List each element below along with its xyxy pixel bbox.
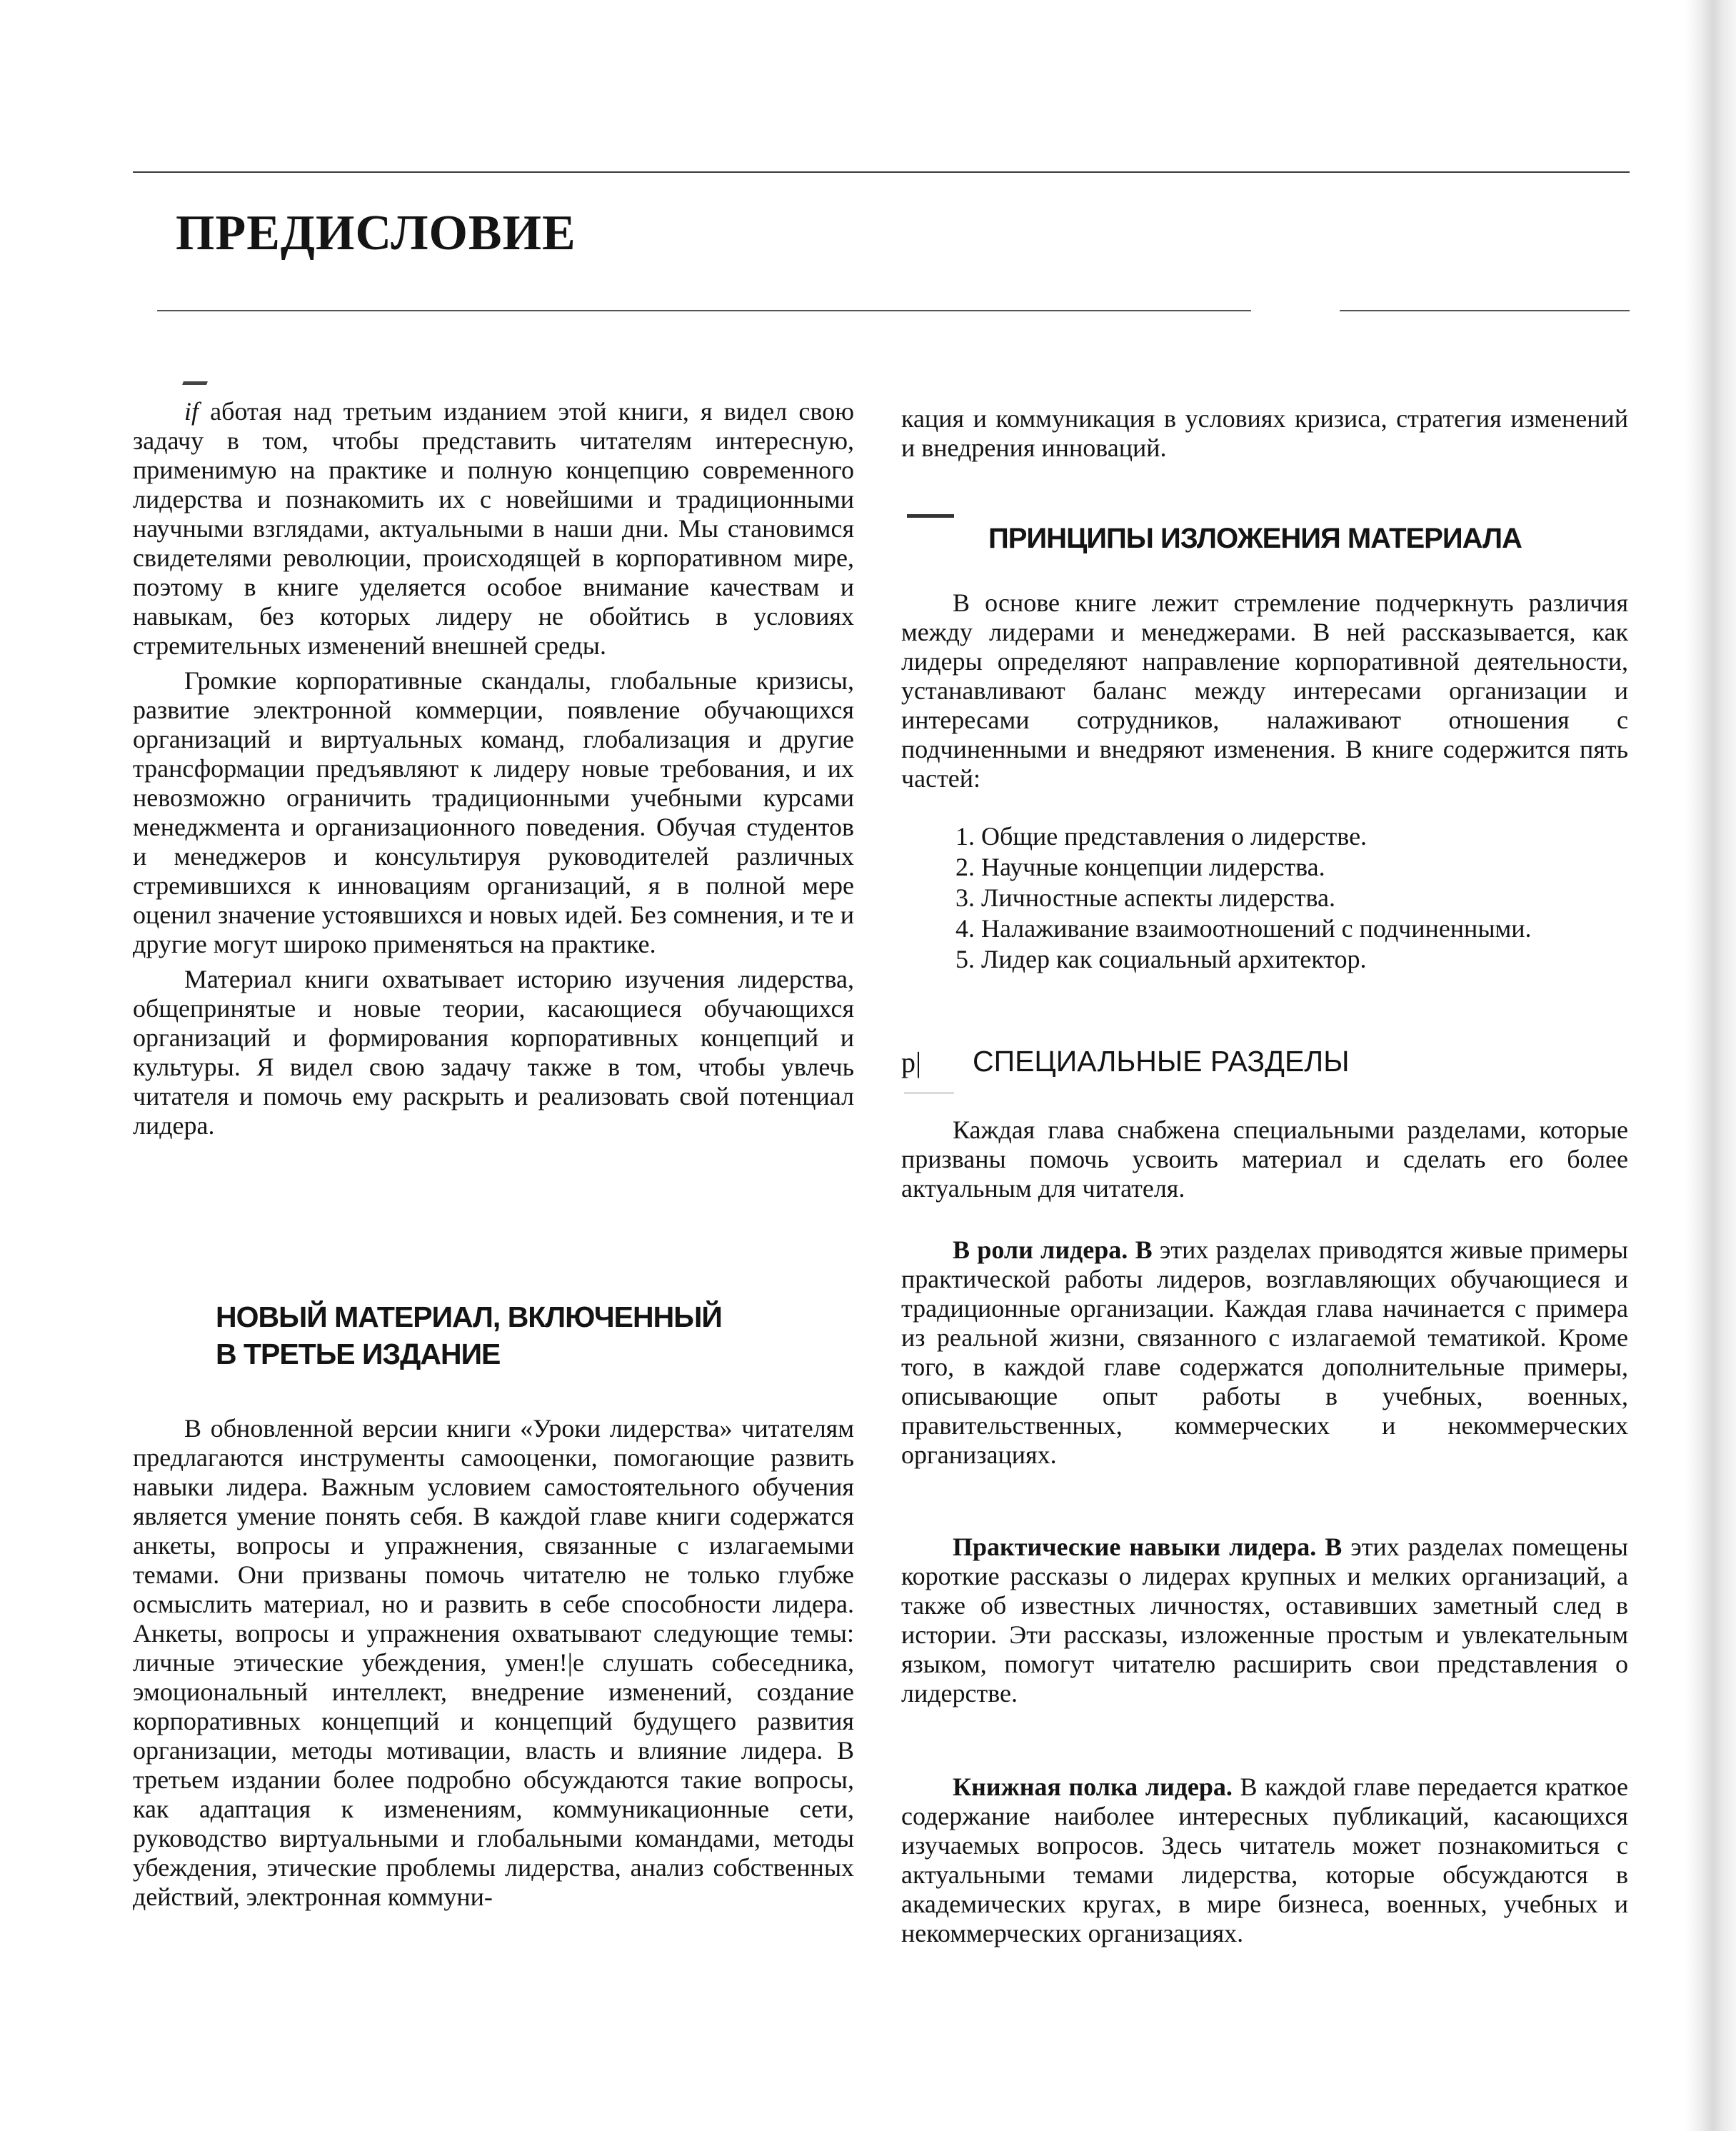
new-material-heading-line1: НОВЫЙ МАТЕРИАЛ, ВКЛЮЧЕННЫЙ — [216, 1300, 722, 1333]
new-material-heading — [216, 1298, 858, 1373]
list-item: 1. Общие представления о лидерстве. — [955, 822, 1368, 851]
intro-paragraph-3: Материал книги охватывает историю изучения лидерства, общепринятые и новые теории, касающиеся обучающихся организаций и формирования корпоративных концепций и культуры. Я видел свою задачу также в том, чтобы увлечь читателя и помочь ему раскрыть и реализовать свой потенциал лидера. — [133, 965, 854, 1140]
special-sections-heading: СПЕЦИАЛЬНЫЕ РАЗДЕЛЫ — [973, 1045, 1350, 1078]
page-edge-shadow — [1685, 0, 1736, 2131]
new-material-paragraph: В обновленной версии книги «Уроки лидерства» читателям предлагаются инструменты самооценки, помогающие развить навыки лидера. Важным условием самостоятельного обучения является умение понять себя. В каждой главе книги содержатся анкеты, вопросы и упражнения, связанные с излагаемыми темами. Они призваны помочь читателю не только глубже осмыслить материал, но и развить в себе способности лидера. Анкеты, вопросы и упражнения охватывают следующие темы: личные этические убеждения, умен!|е слушать собеседника, эмоциональный интеллект, внедрение изменений, создание корпоративных концепций и концепций будущего развития организации, методы мотивации, власть и влияние лидера. В третьем издании более подробно обсуждаются такие вопросы, как адаптация к изменениям, коммуникационные сети, руководство виртуальными и глобальными командами, методы убеждения, этические проблемы лидерства, анализ собственных действий, электронная коммуни- — [133, 1414, 854, 1911]
left-column-new-material — [133, 1414, 854, 1912]
continuation-paragraph: кация и коммуникация в условиях кризиса, стратегия изменений и внедрения инноваций. — [901, 404, 1628, 462]
shelf-text: В каждой главе передается краткое содержание наиболее интересных публикаций, касающихся изучаемых вопросов. Здесь читатель может познакомиться с актуальными темами лидерства, которые обсуждаются в академических кругах, в мире бизнеса, военных, учебных и некоммерческих организациях. — [901, 1773, 1628, 1947]
section-dash-mark — [907, 514, 954, 518]
scan-artifact-mark — [182, 381, 208, 385]
list-item: 4. Налаживание взаимоотношений с подчиненными. — [955, 914, 1532, 943]
intro-paragraph-2: Громкие корпоративные скандалы, глобальные кризисы, развитие электронной коммерции, появление обучающихся организаций и виртуальных команд, глобализация и другие трансформации предъявляют к лидеру новые требования, и их невозможно ограничить традиционными учебными курсами менеджмента и организационного поведения. Обучая студентов и менеджеров и консультируя руководителей различных стремившихся к инновациям организаций, я в полной мере оценил значение устоявшихся и новых идей. Без сомнения, и те и другие могут широко применяться на практике. — [133, 666, 854, 958]
role-paragraph — [901, 1235, 1628, 1470]
parts-list — [955, 821, 1634, 975]
shelf-paragraph — [901, 1773, 1628, 1948]
new-material-heading-line2: В ТРЕТЬЕ ИЗДАНИЕ — [216, 1338, 501, 1370]
right-column-shelf — [901, 1773, 1628, 1948]
title-underline-left — [157, 310, 1251, 311]
page-title: ПРЕДИСЛОВИЕ — [176, 206, 576, 261]
special-paragraph: Каждая глава снабжена специальными разделами, которые призваны помочь усвоить материал и сделать его более актуальным для читателя. — [901, 1115, 1628, 1203]
top-rule — [133, 171, 1630, 173]
skills-text: этих разделах помещены короткие рассказы о лидерах крупных и мелких организаций, а также об известных личностях, оставивших заметный след в истории. Эти рассказы, изложенные простым и увлекательным языком, помогут читателю расширить свои представления о лидерстве. — [901, 1533, 1628, 1708]
drop-cap: if — [184, 397, 199, 426]
right-column-skills — [901, 1533, 1628, 1708]
right-column-role — [901, 1235, 1628, 1470]
shelf-lead: Книжная полка лидера. — [953, 1773, 1233, 1801]
title-underline-right — [1340, 310, 1630, 311]
right-column-special — [901, 1115, 1628, 1203]
intro-paragraph-1 — [133, 397, 854, 661]
principles-heading: ПРИНЦИПЫ ИЗЛОЖЕНИЯ МАТЕРИАЛА — [988, 523, 1522, 554]
skills-paragraph — [901, 1533, 1628, 1708]
list-item: 5. Лидер как социальный архитектор. — [955, 945, 1367, 973]
role-text: этих разделах приводятся живые примеры практической работы лидеров, возглавляющих обучающиеся и традиционные организации. Каждая глава начинается с примера из реальной жизни, связанного с излагаемой тематикой. Кроме того, в каждой главе содержатся дополнительные примеры, описывающие опыт работы в учебных, военных, правительственных, коммерческих и некоммерческих организациях. — [901, 1235, 1628, 1469]
skills-lead: Практические навыки лидера. В — [953, 1533, 1343, 1561]
list-item: 3. Личностные аспекты лидерства. — [955, 883, 1335, 912]
right-column-principles — [901, 588, 1628, 793]
list-item: 2. Научные концепции лидерства. — [955, 853, 1325, 881]
role-lead: В роли лидера. В — [953, 1235, 1153, 1264]
principles-paragraph: В основе книге лежит стремление подчеркнуть различия между лидерами и менеджерами. В ней рассказывается, как лидеры определяют направление корпоративной деятельности, устанавливают баланс между интересами организации и интересами сотрудников, налаживают отношения с подчиненными и внедряют изменения. В книге содержится пять частей: — [901, 588, 1628, 793]
intro-paragraph-1-text: аботая над третьим изданием этой книги, я видел свою задачу в том, чтобы представить читателям интересную, применимую на практике и полную концепцию современного лидерства и познакомить их с новейшими и традиционными научными взглядами, актуальными в наши дни. Мы становимся свидетелями революции, происходящей в корпоративном мире, поэтому в книге уделяется особое внимание качествам и навыкам, без которых лидеру не обойтись в условиях стремительных изменений внешней среды. — [133, 397, 855, 660]
right-column-continuation — [901, 404, 1628, 463]
special-section-marker: p| — [901, 1046, 922, 1078]
left-column-intro — [133, 397, 854, 1140]
